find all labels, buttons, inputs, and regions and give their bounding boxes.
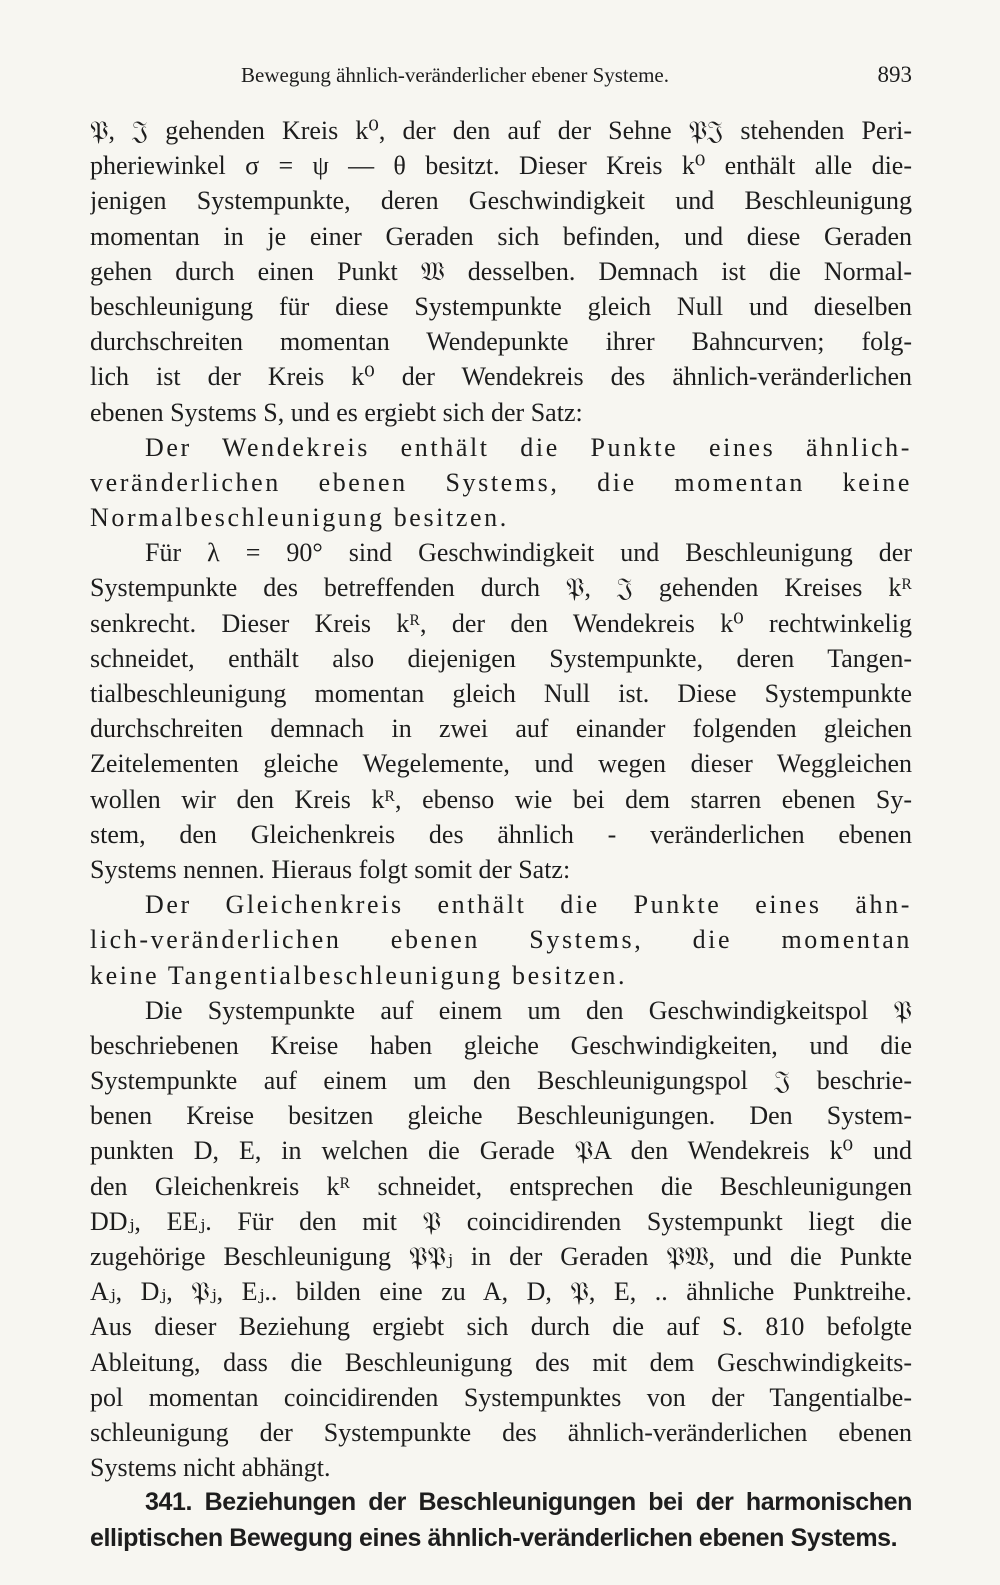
text-line: beschleunigung für diese Systempunkte gleich Null und dieselben <box>90 291 912 321</box>
text-line: tialbeschleunigung momentan gleich Null ist. Diese Systempunkte <box>90 679 912 708</box>
text-line: wollen wir den Kreis kᴿ, ebenso wie bei dem starren ebenen Sy- <box>90 784 912 814</box>
theorem-line: Der Gleichenkreis enthält die Punkte eines ähn- <box>145 890 912 920</box>
running-head-title: Bewegung ähnlich-veränderlicher ebener Systeme. <box>241 63 669 87</box>
text-line: benen Kreise besitzen gleiche Beschleunigungen. Den System- <box>90 1101 912 1131</box>
text-line: DDⱼ, EEⱼ. Für den mit 𝔓 coincidirenden Systempunkt liegt die <box>90 1206 912 1236</box>
body-text <box>90 113 912 1556</box>
text-line: stem, den Gleichenkreis des ähnlich - veränderlichen ebenen <box>90 819 912 849</box>
running-head <box>90 60 912 90</box>
text-line: Die Systempunkte auf einem um den Geschwindigkeitspol 𝔓 <box>145 995 912 1025</box>
text-line: schleunigung der Systempunkte des ähnlich-veränderlichen ebenen <box>90 1417 912 1447</box>
text-line: lich ist der Kreis k⁰ der Wendekreis des ähnlich-veränderlichen <box>90 362 912 392</box>
theorem-line: veränderlichen ebenen Systems, die momentan keine <box>90 467 912 497</box>
text-line: Aⱼ, Dⱼ, 𝔓ⱼ, Eⱼ.. bilden eine zu A, D, 𝔓, E, .. ähnliche Punktreihe. <box>90 1277 912 1307</box>
page-number: 893 <box>877 62 912 87</box>
text-line: Ableitung, dass die Beschleunigung des mit dem Geschwindigkeits- <box>90 1347 912 1377</box>
text-line: Für λ = 90° sind Geschwindigkeit und Beschleunigung der <box>145 538 912 568</box>
section-heading: elliptischen Bewegung eines ähnlich-veränderlichen ebenen Systems. <box>90 1523 898 1552</box>
text-line: ebenen Systems S, und es ergiebt sich der Satz: <box>90 397 583 427</box>
text-line: Aus dieser Beziehung ergiebt sich durch die auf S. 810 befolgte <box>90 1312 912 1342</box>
theorem-line: Der Wendekreis enthält die Punkte eines ähnlich- <box>145 432 912 462</box>
text-line: durchschreiten momentan Wendepunkte ihrer Bahncurven; folg- <box>90 327 912 357</box>
text-line: Systempunkte des betreffenden durch 𝔓, 𝔍 gehenden Kreises kᴿ <box>90 573 912 603</box>
text-line: momentan in je einer Geraden sich befinden, und diese Geraden <box>90 221 912 251</box>
text-line: zugehörige Beschleunigung 𝔓𝔓ⱼ in der Geraden 𝔓𝔚, und die Punkte <box>90 1242 912 1271</box>
text-line: gehen durch einen Punkt 𝔚 desselben. Demnach ist die Normal- <box>90 256 912 286</box>
theorem-line: Normalbeschleunigung besitzen. <box>90 503 509 533</box>
theorem-line: keine Tangentialbeschleunigung besitzen. <box>90 960 628 990</box>
text-line: pheriewinkel σ = ψ — θ besitzt. Dieser Kreis k⁰ enthält alle die- <box>90 151 912 181</box>
text-line: punkten D, E, in welchen die Gerade 𝔓A den Wendekreis k⁰ und <box>90 1136 912 1166</box>
text-line: Zeitelementen gleiche Wegelemente, und wegen dieser Weggleichen <box>90 749 912 779</box>
text-line: durchschreiten demnach in zwei auf einander folgenden gleichen <box>90 714 912 744</box>
text-line: schneidet, enthält also diejenigen Systempunkte, deren Tangen- <box>90 643 912 673</box>
text-line: Systempunkte auf einem um den Beschleunigungspol 𝔍 beschrie- <box>90 1066 912 1096</box>
text-line: senkrecht. Dieser Kreis kᴿ, der den Wendekreis k⁰ rechtwinkelig <box>90 608 912 638</box>
text-line: Systems nennen. Hieraus folgt somit der Satz: <box>90 854 571 884</box>
text-line: Systems nicht abhängt. <box>90 1453 331 1483</box>
text-line: 𝔓, 𝔍 gehenden Kreis k⁰, der den auf der Sehne 𝔓𝔍 stehenden Peri- <box>90 116 912 145</box>
text-line: den Gleichenkreis kᴿ schneidet, entsprechen die Beschleunigungen <box>90 1171 912 1201</box>
section-heading: 341. Beziehungen der Beschleunigungen bei der harmonischen <box>145 1488 912 1517</box>
text-line: pol momentan coincidirenden Systempunktes von der Tangentialbe- <box>90 1382 912 1412</box>
theorem-line: lich-veränderlichen ebenen Systems, die momentan <box>90 925 912 955</box>
text-line: jenigen Systempunkte, deren Geschwindigkeit und Beschleunigung <box>90 186 912 216</box>
text-line: beschriebenen Kreise haben gleiche Geschwindigkeiten, und die <box>90 1030 912 1060</box>
